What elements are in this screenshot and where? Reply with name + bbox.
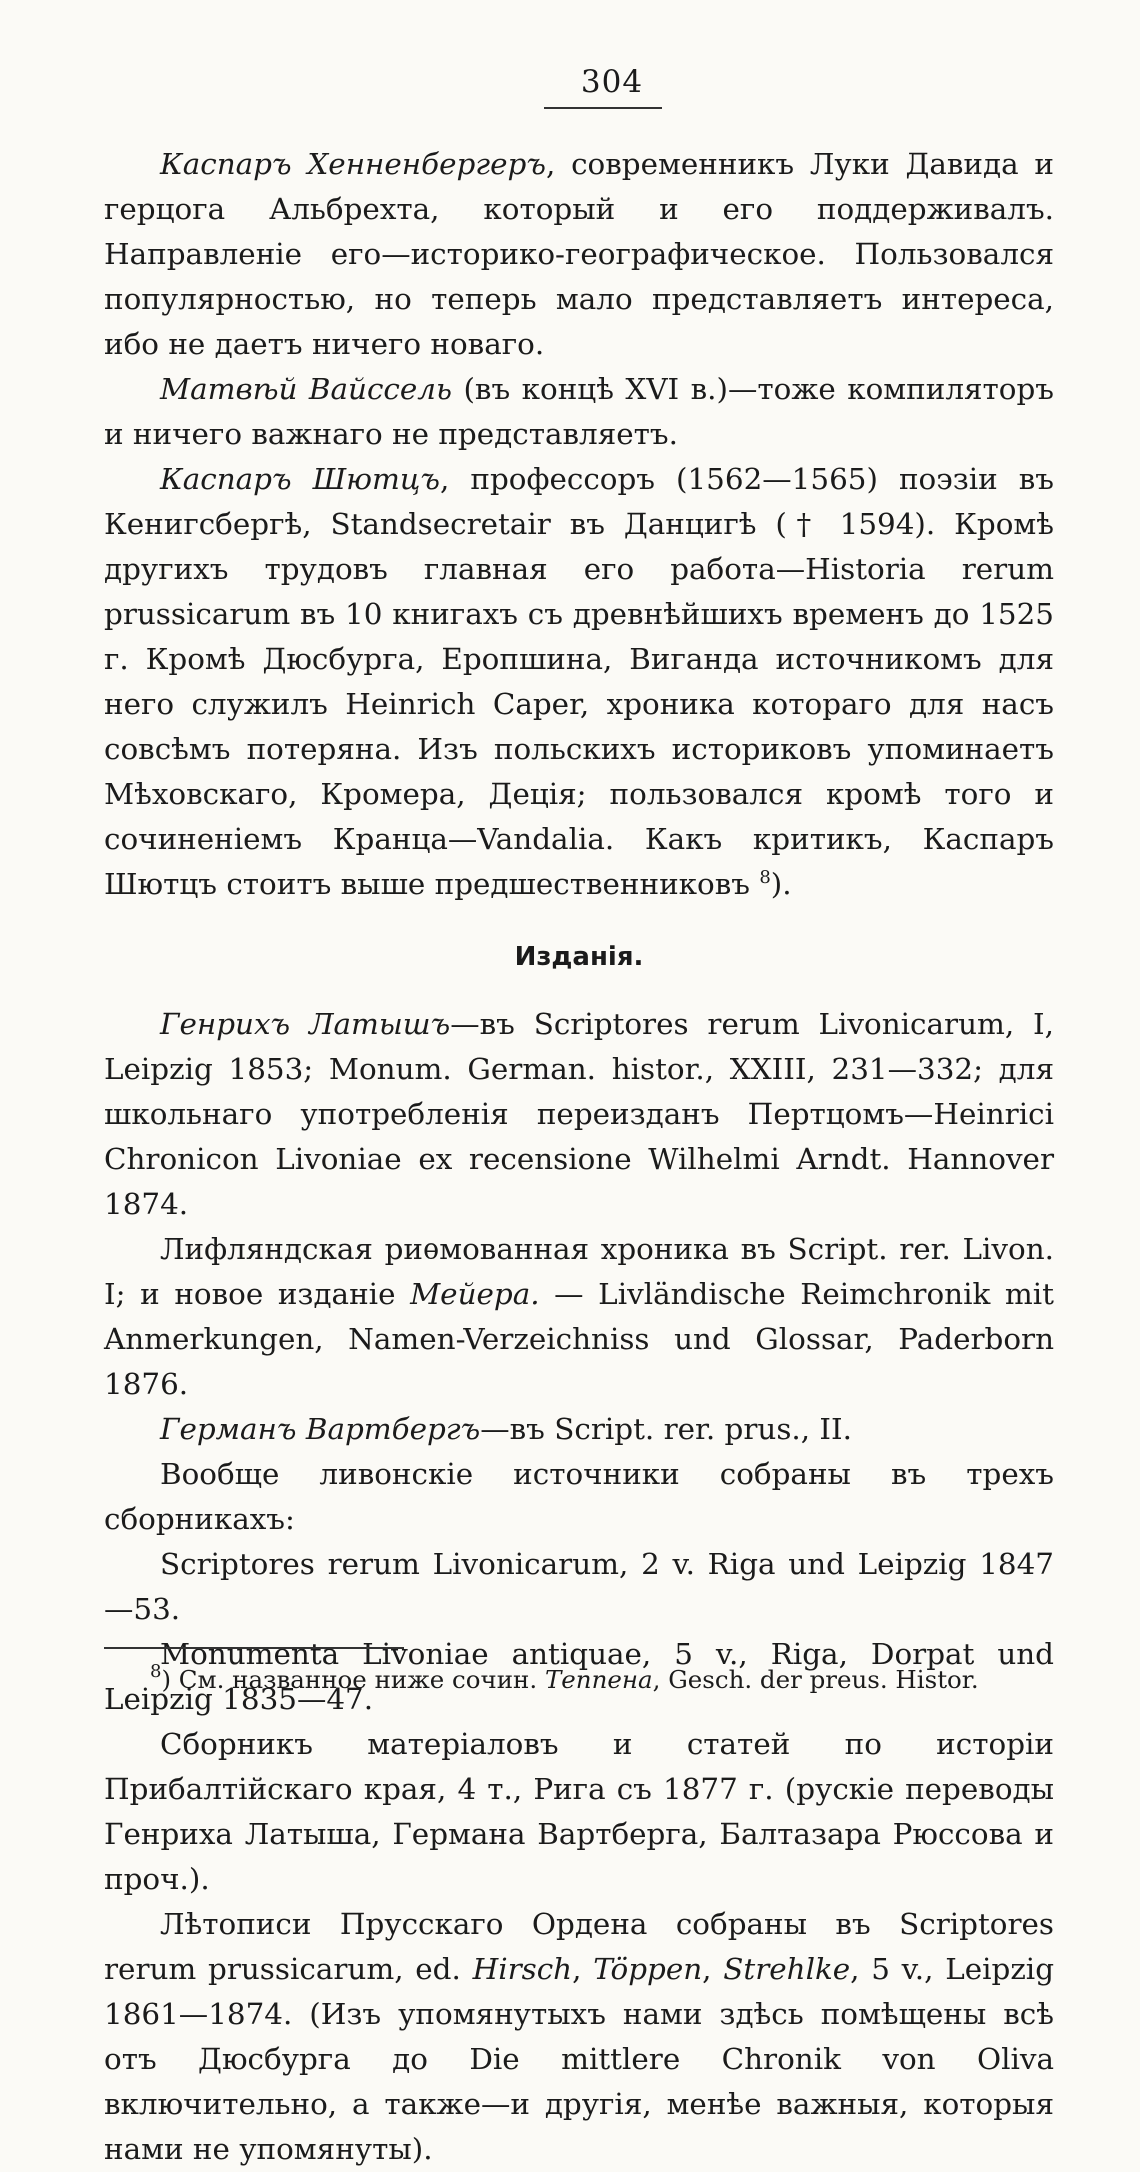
- paragraph-text: Лифляндская риѳмованная хроника въ Script. rer. Livon. I; и новое изданіе: [104, 1232, 1054, 1311]
- section-heading: Изданія.: [514, 942, 644, 972]
- paragraph-text: —въ Script. rer. prus., II.: [480, 1412, 852, 1446]
- paragraph-schutz: [104, 457, 1054, 907]
- paragraph-sbornik: Сборникъ матеріаловъ и статей по исторіи Прибалтійскаго края, 4 т., Рига съ 1877 г. (рускіе переводы Генриха Латыша, Германа Вартберга, Балтазара Рюссова и проч.).: [104, 1727, 1054, 1896]
- paragraph-text: , современникъ Луки Давида и герцога Альбрехта, который и его поддерживалъ. Направленіе его—историко-географическое. Пользовался популярностью, но теперь мало представляетъ интереса, ибо не даетъ ничего новаго.: [104, 147, 1055, 361]
- paragraph-text: —въ Scriptores rerum Livonicarum, I, Leipzig 1853; Monum. German. histor., XXIII, 231—332; для школьнаго употребленія переизданъ Пертцомъ—Heinrici Chronicon Livoniae ex recensione Wilhelmi Arndt. Hannover 1874.: [104, 1007, 1055, 1221]
- footnote-reference[interactable]: 8: [759, 867, 771, 888]
- footnote-text: , Gesch. der preus. Histor.: [652, 1665, 979, 1694]
- footnote-rule: [104, 1647, 404, 1649]
- paragraph-vaissel: [104, 367, 1054, 457]
- paragraph-wartberg: [104, 1407, 1054, 1452]
- paragraph-collections-intro: Вообще ливонскіе источники собраны въ трехъ сборникахъ:: [104, 1457, 1054, 1536]
- paragraph-hennenberger: [104, 142, 1054, 367]
- footnote: [150, 1662, 1050, 1698]
- paragraph-tail: ).: [770, 867, 792, 901]
- paragraph-text: (въ концѣ XVI в.)—тоже компиляторъ и ничего важнаго не представляетъ.: [104, 372, 1054, 451]
- footnote-author: Теппена: [544, 1665, 653, 1694]
- paragraph-reimchronik: [104, 1227, 1054, 1407]
- paragraph-heinrich: [104, 1002, 1054, 1227]
- footnote-text: ) См. названное ниже сочин.: [161, 1665, 545, 1694]
- person-name: Матвѣй Вайссель: [160, 372, 452, 406]
- paragraph-monumenta: Monumenta Livoniae antiquae, 5 v., Riga, Dorpat und Leipzig 1835—47.: [104, 1637, 1054, 1716]
- page-number: 304: [580, 64, 644, 100]
- person-name: Каспаръ Шютцъ: [160, 462, 440, 496]
- paragraph-scriptores-livon: Scriptores rerum Livonicarum, 2 v. Riga und Leipzig 1847—53.: [104, 1547, 1054, 1626]
- editor-name: Strehlke: [723, 1952, 851, 1986]
- paragraph-text: , 5 v., Leipzig 1861—1874. (Изъ упомянутыхъ нами здѣсь помѣщены всѣ отъ Дюсбурга до Die mittlere Chronik von Oliva включительно, а также—и другія, менѣе важныя, которыя нами не упомянуты).: [104, 1952, 1055, 2166]
- person-name: Каспаръ Хенненбергеръ: [160, 147, 546, 181]
- person-name: Германъ Вартбергъ: [160, 1412, 481, 1446]
- editor-name: Töppen: [593, 1952, 703, 1986]
- footnote-marker: 8: [150, 1661, 162, 1682]
- body-text: [104, 142, 1054, 2172]
- person-name: Генрихъ Латышъ: [160, 1007, 451, 1041]
- paragraph-text: Лѣтописи Прусскаго Ордена собраны въ Scriptores rerum prussicarum, ed.: [104, 1907, 1054, 1986]
- separator: ,: [572, 1952, 594, 1986]
- editor-name: Hirsch: [472, 1952, 573, 1986]
- paragraph-text: , профессоръ (1562—1565) поэзіи въ Кенигсбергѣ, Standsecretair въ Данцигѣ († 1594). Кромѣ другихъ трудовъ главная его работа—Historia rerum prussicarum въ 10 книгахъ съ древнѣйшихъ временъ до 1525 г. Кромѣ Дюсбурга, Еропшина, Виганда источникомъ для него служилъ Heinrich Caper, хроника котораго для насъ совсѣмъ потеряна. Изъ польскихъ историковъ упоминаетъ Мѣховскаго, Кромера, Децiя; пользовался кромѣ того и сочиненіемъ Кранцa—Vandalia. Какъ критикъ, Каспаръ Шютцъ стоитъ выше предшественниковъ: [104, 462, 1054, 901]
- paragraph-text: — Livländische Reimchronik mit Anmerkungen, Namen-Verzeichniss und Glossar, Paderborn 1876.: [104, 1277, 1054, 1401]
- paragraph-prussian-chronicles: [104, 1902, 1054, 2172]
- separator: ,: [702, 1952, 724, 1986]
- person-name: Мейера.: [410, 1277, 540, 1311]
- page-number-rule: [544, 107, 662, 109]
